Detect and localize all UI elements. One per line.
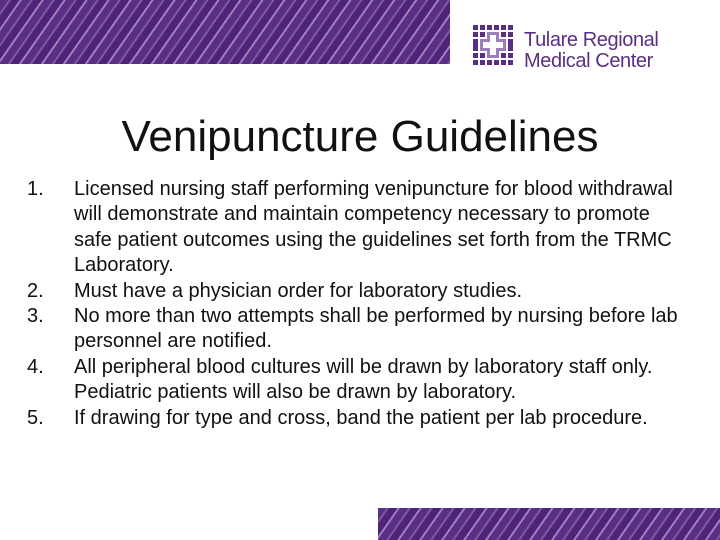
medical-cross-grid-icon [470,22,516,68]
list-item-text: All peripheral blood cultures will be drawn by laboratory staff only. Pediatric patients will also be drawn by laboratory. [74,355,653,404]
logo-wordmark [524,30,658,72]
top-decorative-band [0,0,450,64]
list-item-text: No more than two attempts shall be performed by nursing before lab personnel are notified. [74,305,678,353]
list-item-text: Licensed nursing staff performing venipuncture for blood withdrawal will demonstrate and maintain competency necessary to promote safe patient outcomes using the guidelines set forth from the TRMC Laboratory. [74,178,673,277]
bottom-decorative-band [378,508,720,540]
list-item-number: 5. [27,406,44,429]
list-item-text: If drawing for type and cross, band the patient per lab procedure. [74,406,648,429]
list-item-number: 3. [27,305,44,328]
list-item [0,406,720,431]
guidelines-list [0,177,720,431]
slide-title: Venipuncture Guidelines [121,112,599,161]
list-item [0,304,720,355]
logo-line-2: Medical Center [524,50,653,72]
list-item [0,279,720,304]
list-item-number: 1. [27,178,44,200]
list-item [0,355,720,406]
list-item [0,177,720,279]
list-item-number: 2. [27,279,44,302]
list-item-text: Must have a physician order for laboratory studies. [74,279,522,302]
organization-logo [470,20,670,76]
logo-line-1: Tulare Regional [524,29,659,51]
list-item-number: 4. [27,355,44,378]
